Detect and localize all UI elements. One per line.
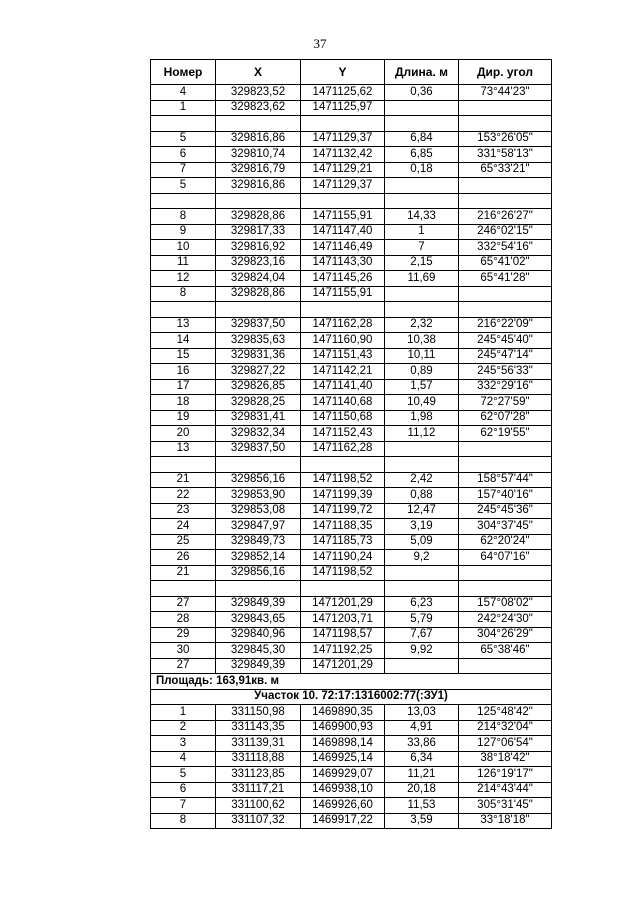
cell-y: 1471190,24 bbox=[301, 550, 385, 566]
cell-length bbox=[385, 286, 459, 302]
cell-y: 1471201,29 bbox=[301, 658, 385, 674]
table-body bbox=[151, 85, 552, 829]
cell-length: 10,11 bbox=[385, 348, 459, 364]
table-row bbox=[151, 565, 552, 581]
cell-number: 9 bbox=[151, 224, 216, 240]
cell-number: 1 bbox=[151, 705, 216, 721]
cell-length: 1,57 bbox=[385, 379, 459, 395]
cell-y: 1471188,35 bbox=[301, 519, 385, 535]
cell-length: 6,85 bbox=[385, 147, 459, 163]
cell-y: 1471132,42 bbox=[301, 147, 385, 163]
cell-y: 1471140,68 bbox=[301, 395, 385, 411]
blank-cell bbox=[151, 193, 216, 209]
cell-direction-angle: 126°19'17" bbox=[459, 767, 552, 783]
cell-number: 15 bbox=[151, 348, 216, 364]
cell-y: 1471155,91 bbox=[301, 209, 385, 225]
table-row bbox=[151, 410, 552, 426]
table-row bbox=[151, 736, 552, 752]
cell-number: 14 bbox=[151, 333, 216, 349]
cell-y: 1469925,14 bbox=[301, 751, 385, 767]
cell-x: 329828,86 bbox=[216, 286, 301, 302]
section-row bbox=[151, 689, 552, 705]
cell-direction-angle: 242°24'30" bbox=[459, 612, 552, 628]
cell-y: 1471147,40 bbox=[301, 224, 385, 240]
blank-cell bbox=[385, 116, 459, 132]
cell-direction-angle: 62°19'55" bbox=[459, 426, 552, 442]
area-row bbox=[151, 674, 552, 690]
cell-length: 2,32 bbox=[385, 317, 459, 333]
cell-x: 329828,25 bbox=[216, 395, 301, 411]
cell-direction-angle: 245°47'14" bbox=[459, 348, 552, 364]
cell-direction-angle bbox=[459, 286, 552, 302]
cell-number: 21 bbox=[151, 565, 216, 581]
cell-x: 331107,32 bbox=[216, 813, 301, 829]
page-number: 37 bbox=[313, 36, 327, 51]
cell-y: 1471125,62 bbox=[301, 85, 385, 101]
cell-x: 329827,22 bbox=[216, 364, 301, 380]
cell-number: 25 bbox=[151, 534, 216, 550]
cell-number: 6 bbox=[151, 147, 216, 163]
table-row bbox=[151, 348, 552, 364]
cell-y: 1471198,52 bbox=[301, 472, 385, 488]
cell-x: 329856,16 bbox=[216, 565, 301, 581]
cell-number: 11 bbox=[151, 255, 216, 271]
table-row bbox=[151, 147, 552, 163]
blank-cell bbox=[385, 302, 459, 318]
cell-x: 329840,96 bbox=[216, 627, 301, 643]
header-x: X bbox=[216, 60, 301, 85]
cell-x: 329816,86 bbox=[216, 178, 301, 194]
blank-cell bbox=[216, 302, 301, 318]
cell-y: 1469938,10 bbox=[301, 782, 385, 798]
cell-length: 0,89 bbox=[385, 364, 459, 380]
cell-length: 10,49 bbox=[385, 395, 459, 411]
cell-direction-angle: 245°56'33" bbox=[459, 364, 552, 380]
cell-x: 329849,73 bbox=[216, 534, 301, 550]
blank-cell bbox=[216, 116, 301, 132]
cell-y: 1471129,37 bbox=[301, 178, 385, 194]
table-row bbox=[151, 596, 552, 612]
table-row bbox=[151, 85, 552, 101]
table-row bbox=[151, 209, 552, 225]
blank-cell bbox=[301, 457, 385, 473]
cell-x: 329831,41 bbox=[216, 410, 301, 426]
cell-direction-angle bbox=[459, 100, 552, 116]
table-row bbox=[151, 240, 552, 256]
cell-y: 1469917,22 bbox=[301, 813, 385, 829]
cell-y: 1471129,21 bbox=[301, 162, 385, 178]
cell-length: 11,21 bbox=[385, 767, 459, 783]
cell-number: 18 bbox=[151, 395, 216, 411]
cell-number: 4 bbox=[151, 751, 216, 767]
cell-direction-angle: 62°07'28" bbox=[459, 410, 552, 426]
blank-cell bbox=[216, 193, 301, 209]
blank-cell bbox=[151, 581, 216, 597]
blank-row bbox=[151, 116, 552, 132]
cell-x: 329849,39 bbox=[216, 596, 301, 612]
table-row bbox=[151, 782, 552, 798]
cell-length: 4,91 bbox=[385, 720, 459, 736]
blank-cell bbox=[459, 457, 552, 473]
cell-direction-angle: 125°48'42" bbox=[459, 705, 552, 721]
table-row bbox=[151, 643, 552, 659]
cell-number: 5 bbox=[151, 178, 216, 194]
cell-x: 329816,86 bbox=[216, 131, 301, 147]
table-row bbox=[151, 131, 552, 147]
cell-length bbox=[385, 441, 459, 457]
cell-y: 1469929,07 bbox=[301, 767, 385, 783]
cell-number: 22 bbox=[151, 488, 216, 504]
cell-length: 1,98 bbox=[385, 410, 459, 426]
cell-length bbox=[385, 565, 459, 581]
table-row bbox=[151, 271, 552, 287]
header-y: Y bbox=[301, 60, 385, 85]
table-row bbox=[151, 472, 552, 488]
section-title: Участок 10. 72:17:1316002:77(:ЗУ1) bbox=[151, 689, 552, 705]
blank-row bbox=[151, 457, 552, 473]
table-row bbox=[151, 441, 552, 457]
cell-y: 1471192,25 bbox=[301, 643, 385, 659]
cell-x: 329828,86 bbox=[216, 209, 301, 225]
cell-length: 6,84 bbox=[385, 131, 459, 147]
header-length: Длина. м bbox=[385, 60, 459, 85]
cell-x: 329810,74 bbox=[216, 147, 301, 163]
cell-direction-angle: 216°26'27" bbox=[459, 209, 552, 225]
table-row bbox=[151, 426, 552, 442]
cell-length: 11,12 bbox=[385, 426, 459, 442]
cell-direction-angle: 214°43'44" bbox=[459, 782, 552, 798]
cell-y: 1471125,97 bbox=[301, 100, 385, 116]
cell-direction-angle: 158°57'44" bbox=[459, 472, 552, 488]
cell-y: 1471198,57 bbox=[301, 627, 385, 643]
table-row bbox=[151, 364, 552, 380]
cell-x: 329847,97 bbox=[216, 519, 301, 535]
cell-y: 1471185,73 bbox=[301, 534, 385, 550]
cell-direction-angle: 33°18'18" bbox=[459, 813, 552, 829]
cell-number: 19 bbox=[151, 410, 216, 426]
cell-number: 26 bbox=[151, 550, 216, 566]
table-row bbox=[151, 317, 552, 333]
table-row bbox=[151, 612, 552, 628]
table-row bbox=[151, 658, 552, 674]
cell-number: 24 bbox=[151, 519, 216, 535]
cell-direction-angle bbox=[459, 658, 552, 674]
table-row bbox=[151, 503, 552, 519]
blank-cell bbox=[216, 581, 301, 597]
cell-direction-angle: 305°31'45" bbox=[459, 798, 552, 814]
cell-length bbox=[385, 658, 459, 674]
cell-x: 331100,62 bbox=[216, 798, 301, 814]
cell-length: 1 bbox=[385, 224, 459, 240]
blank-cell bbox=[459, 193, 552, 209]
cell-direction-angle: 64°07'16" bbox=[459, 550, 552, 566]
blank-cell bbox=[459, 581, 552, 597]
blank-cell bbox=[301, 116, 385, 132]
cell-y: 1471152,43 bbox=[301, 426, 385, 442]
blank-cell bbox=[151, 457, 216, 473]
cell-y: 1471151,43 bbox=[301, 348, 385, 364]
table-row bbox=[151, 798, 552, 814]
blank-row bbox=[151, 302, 552, 318]
cell-y: 1471145,26 bbox=[301, 271, 385, 287]
cell-direction-angle: 65°41'28" bbox=[459, 271, 552, 287]
cell-x: 329824,04 bbox=[216, 271, 301, 287]
blank-cell bbox=[385, 193, 459, 209]
table-row bbox=[151, 100, 552, 116]
cell-direction-angle: 65°41'02" bbox=[459, 255, 552, 271]
cell-length: 3,19 bbox=[385, 519, 459, 535]
cell-length: 5,79 bbox=[385, 612, 459, 628]
blank-row bbox=[151, 581, 552, 597]
blank-cell bbox=[459, 116, 552, 132]
blank-cell bbox=[385, 581, 459, 597]
table-row bbox=[151, 255, 552, 271]
cell-number: 7 bbox=[151, 162, 216, 178]
cell-y: 1471150,68 bbox=[301, 410, 385, 426]
cell-x: 329826,85 bbox=[216, 379, 301, 395]
table-row bbox=[151, 519, 552, 535]
table-header-row bbox=[151, 60, 552, 85]
cell-number: 7 bbox=[151, 798, 216, 814]
cell-y: 1471201,29 bbox=[301, 596, 385, 612]
cell-x: 329837,50 bbox=[216, 441, 301, 457]
table-row bbox=[151, 550, 552, 566]
area-label: Площадь: 163,91кв. м bbox=[151, 674, 552, 690]
cell-length: 5,09 bbox=[385, 534, 459, 550]
cell-number: 6 bbox=[151, 782, 216, 798]
cell-direction-angle: 72°27'59" bbox=[459, 395, 552, 411]
cell-x: 329816,92 bbox=[216, 240, 301, 256]
table-row bbox=[151, 379, 552, 395]
cell-direction-angle: 304°26'29" bbox=[459, 627, 552, 643]
cell-length: 9,2 bbox=[385, 550, 459, 566]
cell-x: 329816,79 bbox=[216, 162, 301, 178]
cell-direction-angle: 73°44'23" bbox=[459, 85, 552, 101]
cell-direction-angle: 214°32'04" bbox=[459, 720, 552, 736]
cell-x: 329849,39 bbox=[216, 658, 301, 674]
cell-y: 1471129,37 bbox=[301, 131, 385, 147]
blank-cell bbox=[385, 457, 459, 473]
cell-direction-angle: 246°02'15" bbox=[459, 224, 552, 240]
cell-number: 13 bbox=[151, 317, 216, 333]
cell-direction-angle: 65°38'46" bbox=[459, 643, 552, 659]
cell-direction-angle: 245°45'36" bbox=[459, 503, 552, 519]
cell-number: 29 bbox=[151, 627, 216, 643]
cell-length: 9,92 bbox=[385, 643, 459, 659]
blank-cell bbox=[151, 116, 216, 132]
cell-number: 8 bbox=[151, 209, 216, 225]
blank-cell bbox=[301, 302, 385, 318]
blank-cell bbox=[216, 457, 301, 473]
cell-direction-angle: 216°22'09" bbox=[459, 317, 552, 333]
cell-length bbox=[385, 100, 459, 116]
cell-length: 0,88 bbox=[385, 488, 459, 504]
cell-number: 5 bbox=[151, 131, 216, 147]
cell-number: 20 bbox=[151, 426, 216, 442]
cell-direction-angle: 127°06'54" bbox=[459, 736, 552, 752]
cell-number: 12 bbox=[151, 271, 216, 287]
cell-length: 7,67 bbox=[385, 627, 459, 643]
table-row bbox=[151, 705, 552, 721]
cell-length: 2,15 bbox=[385, 255, 459, 271]
cell-y: 1471142,21 bbox=[301, 364, 385, 380]
cell-x: 329823,52 bbox=[216, 85, 301, 101]
header-direction-angle: Дир. угол bbox=[459, 60, 552, 85]
cell-number: 30 bbox=[151, 643, 216, 659]
cell-y: 1469890,35 bbox=[301, 705, 385, 721]
cell-direction-angle: 304°37'45" bbox=[459, 519, 552, 535]
cell-number: 13 bbox=[151, 441, 216, 457]
cell-length: 2,42 bbox=[385, 472, 459, 488]
table-row bbox=[151, 488, 552, 504]
cell-direction-angle: 332°54'16" bbox=[459, 240, 552, 256]
cell-x: 331139,31 bbox=[216, 736, 301, 752]
cell-y: 1471143,30 bbox=[301, 255, 385, 271]
cell-number: 16 bbox=[151, 364, 216, 380]
cell-x: 329853,90 bbox=[216, 488, 301, 504]
cell-direction-angle bbox=[459, 441, 552, 457]
cell-y: 1471198,52 bbox=[301, 565, 385, 581]
blank-cell bbox=[459, 302, 552, 318]
cell-x: 329853,08 bbox=[216, 503, 301, 519]
table-row bbox=[151, 286, 552, 302]
blank-cell bbox=[151, 302, 216, 318]
cell-number: 8 bbox=[151, 286, 216, 302]
cell-number: 17 bbox=[151, 379, 216, 395]
cell-direction-angle bbox=[459, 565, 552, 581]
cell-number: 28 bbox=[151, 612, 216, 628]
cell-number: 3 bbox=[151, 736, 216, 752]
cell-y: 1471162,28 bbox=[301, 441, 385, 457]
cell-x: 329817,33 bbox=[216, 224, 301, 240]
cell-direction-angle: 38°18'42" bbox=[459, 751, 552, 767]
cell-direction-angle: 153°26'05" bbox=[459, 131, 552, 147]
cell-length bbox=[385, 178, 459, 194]
cell-x: 329831,36 bbox=[216, 348, 301, 364]
table-row bbox=[151, 767, 552, 783]
blank-cell bbox=[301, 193, 385, 209]
cell-x: 329823,62 bbox=[216, 100, 301, 116]
cell-direction-angle: 65°33'21" bbox=[459, 162, 552, 178]
cell-y: 1469900,93 bbox=[301, 720, 385, 736]
cell-x: 329832,34 bbox=[216, 426, 301, 442]
cell-length: 11,69 bbox=[385, 271, 459, 287]
cell-length: 14,33 bbox=[385, 209, 459, 225]
table-row bbox=[151, 333, 552, 349]
cell-x: 329823,16 bbox=[216, 255, 301, 271]
cell-number: 10 bbox=[151, 240, 216, 256]
cell-length: 0,36 bbox=[385, 85, 459, 101]
cell-x: 329852,14 bbox=[216, 550, 301, 566]
cell-length: 13,03 bbox=[385, 705, 459, 721]
cell-x: 331117,21 bbox=[216, 782, 301, 798]
cell-number: 27 bbox=[151, 658, 216, 674]
cell-number: 23 bbox=[151, 503, 216, 519]
cell-y: 1471162,28 bbox=[301, 317, 385, 333]
cell-y: 1469898,14 bbox=[301, 736, 385, 752]
cell-number: 8 bbox=[151, 813, 216, 829]
cell-direction-angle bbox=[459, 178, 552, 194]
cell-x: 329845,30 bbox=[216, 643, 301, 659]
cell-x: 331150,98 bbox=[216, 705, 301, 721]
table-row bbox=[151, 224, 552, 240]
cell-x: 329837,50 bbox=[216, 317, 301, 333]
cell-x: 331118,88 bbox=[216, 751, 301, 767]
cell-length: 20,18 bbox=[385, 782, 459, 798]
cell-x: 331143,35 bbox=[216, 720, 301, 736]
coordinates-table bbox=[150, 59, 552, 829]
cell-x: 329843,65 bbox=[216, 612, 301, 628]
cell-number: 2 bbox=[151, 720, 216, 736]
table-row bbox=[151, 395, 552, 411]
cell-length: 12,47 bbox=[385, 503, 459, 519]
cell-direction-angle: 332°29'16" bbox=[459, 379, 552, 395]
cell-y: 1471199,72 bbox=[301, 503, 385, 519]
cell-length: 7 bbox=[385, 240, 459, 256]
table-row bbox=[151, 162, 552, 178]
cell-length: 11,53 bbox=[385, 798, 459, 814]
cell-length: 3,59 bbox=[385, 813, 459, 829]
cell-y: 1469926,60 bbox=[301, 798, 385, 814]
cell-number: 1 bbox=[151, 100, 216, 116]
table-row bbox=[151, 751, 552, 767]
cell-number: 4 bbox=[151, 85, 216, 101]
cell-direction-angle: 62°20'24" bbox=[459, 534, 552, 550]
table-row bbox=[151, 534, 552, 550]
table-row bbox=[151, 178, 552, 194]
cell-number: 5 bbox=[151, 767, 216, 783]
cell-length: 10,38 bbox=[385, 333, 459, 349]
cell-number: 21 bbox=[151, 472, 216, 488]
cell-direction-angle: 157°08'02" bbox=[459, 596, 552, 612]
cell-number: 27 bbox=[151, 596, 216, 612]
cell-length: 6,23 bbox=[385, 596, 459, 612]
cell-y: 1471155,91 bbox=[301, 286, 385, 302]
cell-y: 1471199,39 bbox=[301, 488, 385, 504]
table-row bbox=[151, 627, 552, 643]
cell-y: 1471141,40 bbox=[301, 379, 385, 395]
blank-cell bbox=[301, 581, 385, 597]
cell-x: 331123,85 bbox=[216, 767, 301, 783]
cell-y: 1471203,71 bbox=[301, 612, 385, 628]
cell-direction-angle: 331°58'13" bbox=[459, 147, 552, 163]
table-row bbox=[151, 720, 552, 736]
blank-row bbox=[151, 193, 552, 209]
cell-length: 6,34 bbox=[385, 751, 459, 767]
header-number: Номер bbox=[151, 60, 216, 85]
cell-x: 329835,63 bbox=[216, 333, 301, 349]
cell-direction-angle: 157°40'16" bbox=[459, 488, 552, 504]
cell-length: 33,86 bbox=[385, 736, 459, 752]
cell-y: 1471160,90 bbox=[301, 333, 385, 349]
cell-length: 0,18 bbox=[385, 162, 459, 178]
cell-x: 329856,16 bbox=[216, 472, 301, 488]
cell-y: 1471146,49 bbox=[301, 240, 385, 256]
cell-direction-angle: 245°45'40" bbox=[459, 333, 552, 349]
table-row bbox=[151, 813, 552, 829]
